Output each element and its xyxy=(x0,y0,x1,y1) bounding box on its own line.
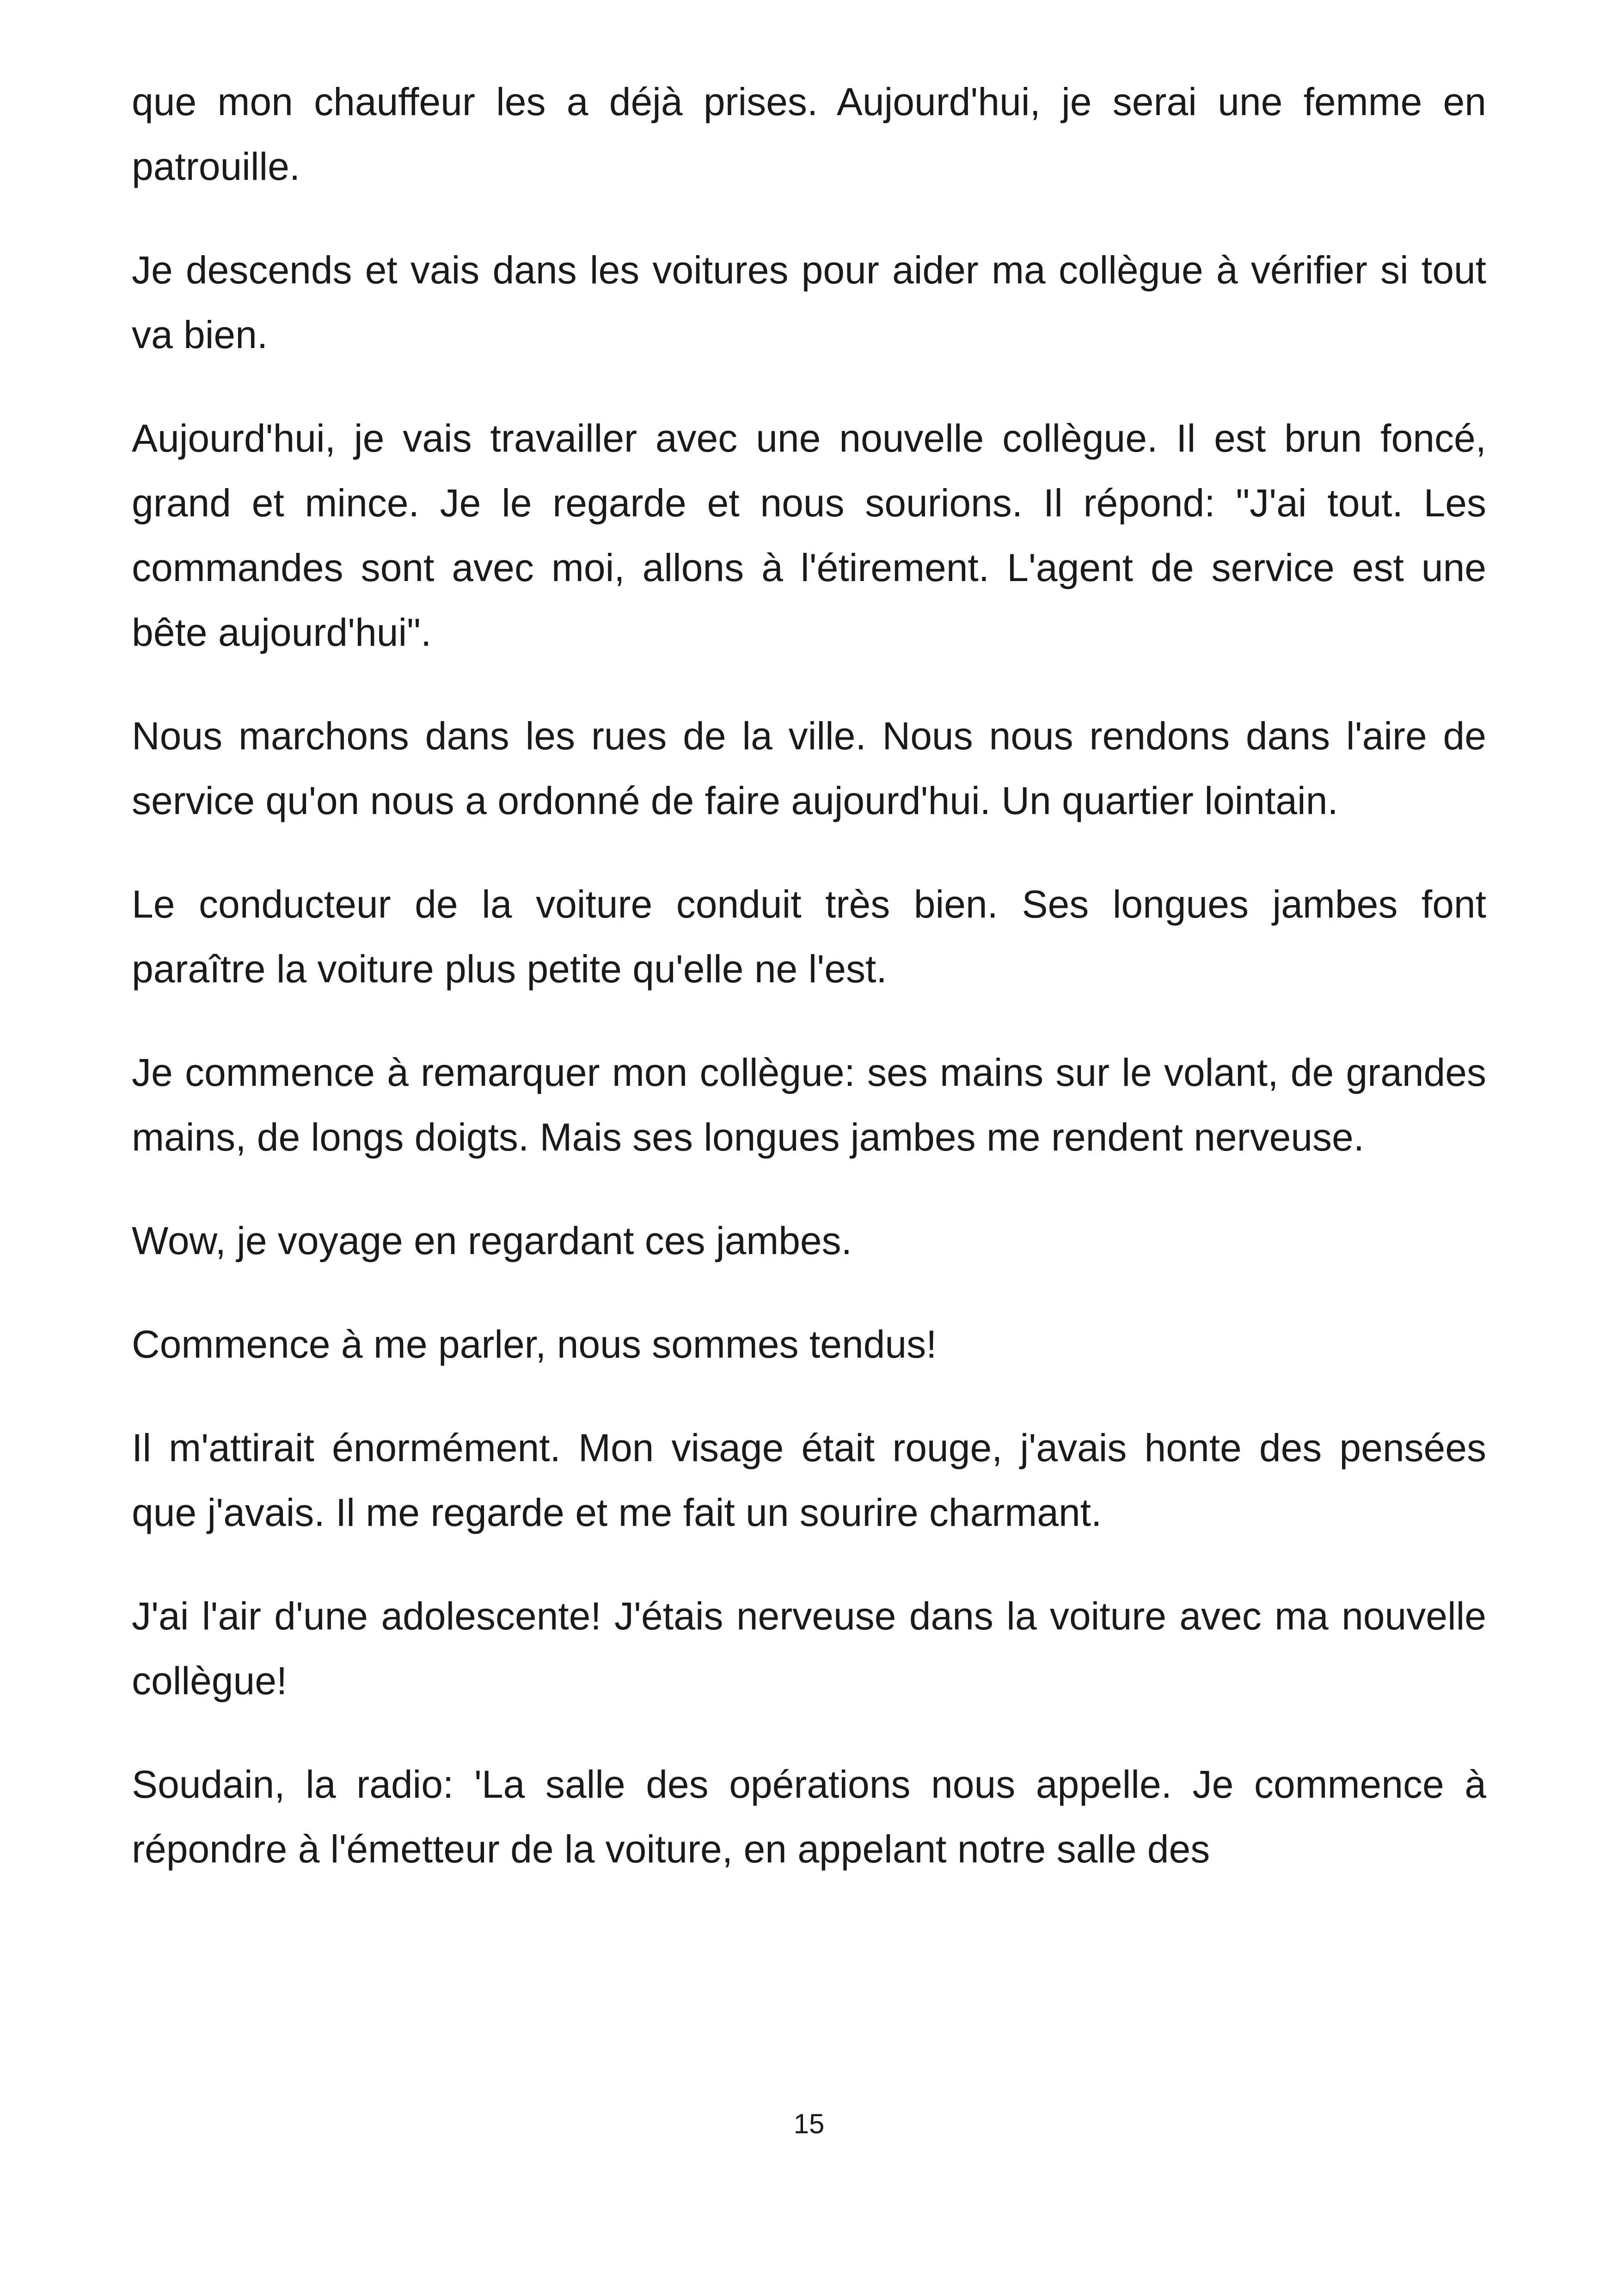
paragraph: que mon chauffeur les a déjà prises. Aujourd'hui, je serai une femme en patrouille. xyxy=(132,80,1486,188)
paragraph: Le conducteur de la voiture conduit très bien. Ses longues jambes font paraître la voiture plus petite qu'elle ne l'est. xyxy=(132,882,1486,991)
page-number: 15 xyxy=(793,2108,825,2139)
paragraph: Aujourd'hui, je vais travailler avec une nouvelle collègue. Il est brun foncé, grand et mince. Je le regarde et nous sourions. Il répond: "J'ai tout. Les commandes sont avec moi, allons à l'étirement. L'agent de service est une bête aujourd'hui". xyxy=(132,416,1486,654)
paragraph: Wow, je voyage en regardant ces jambes. xyxy=(132,1219,852,1262)
paragraph: J'ai l'air d'une adolescente! J'étais nerveuse dans la voiture avec ma nouvelle collègue! xyxy=(132,1594,1486,1702)
paragraph: Commence à me parler, nous sommes tendus! xyxy=(132,1322,937,1366)
paragraph: Il m'attirait énormément. Mon visage était rouge, j'avais honte des pensées que j'avais. Il me regarde et me fait un sourire charmant. xyxy=(132,1426,1486,1534)
paragraph: Soudain, la radio: 'La salle des opérations nous appelle. Je commence à répondre à l'émetteur de la voiture, en appelant notre salle des xyxy=(132,1763,1486,1871)
paragraph: Je descends et vais dans les voitures pour aider ma collègue à vérifier si tout va bien. xyxy=(132,248,1486,356)
body-text xyxy=(132,69,1486,1920)
paragraph: Je commence à remarquer mon collègue: ses mains sur le volant, de grandes mains, de longs doigts. Mais ses longues jambes me rendent nerveuse. xyxy=(132,1051,1486,1159)
paragraph: Nous marchons dans les rues de la ville. Nous nous rendons dans l'aire de service qu'on nous a ordonné de faire aujourd'hui. Un quartier lointain. xyxy=(132,714,1486,822)
